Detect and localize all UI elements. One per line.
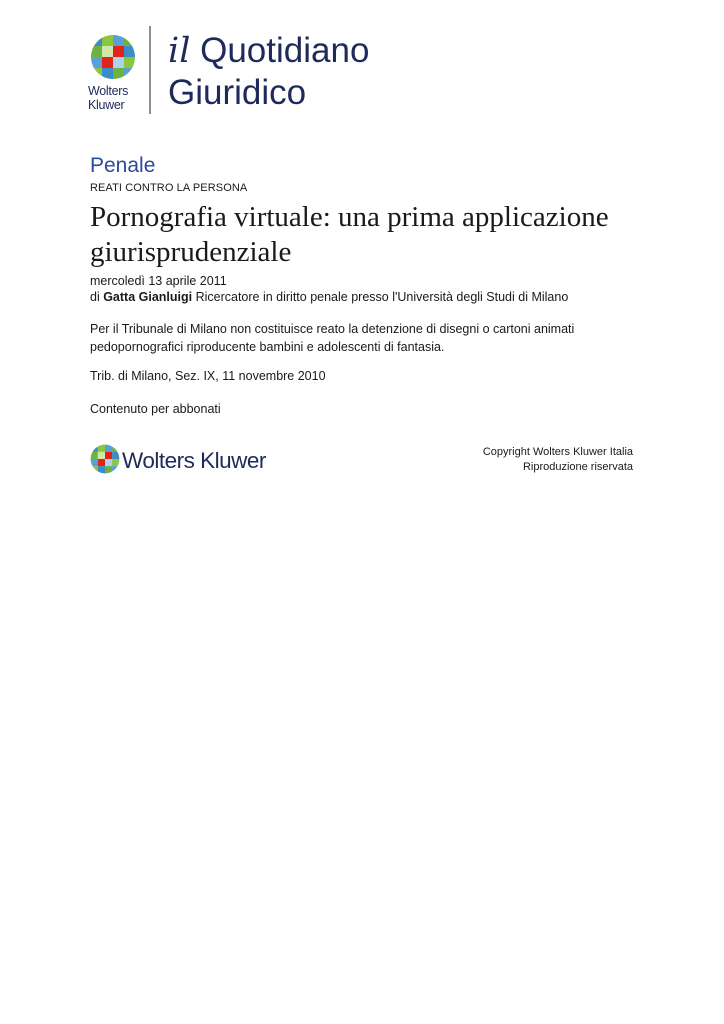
author-name: Gatta Gianluigi <box>103 290 193 304</box>
author-role: Ricercatore in diritto penale presso l'Università degli Studi di Milano <box>192 290 569 304</box>
title-quotidiano: Quotidiano <box>190 31 370 70</box>
copyright-line: Copyright Wolters Kluwer Italia <box>482 446 633 458</box>
byline-prefix: di <box>90 290 104 304</box>
brand-line-1: Wolters <box>88 84 129 98</box>
section-label: Penale <box>90 154 156 177</box>
subscription-note: Contenuto per abbonati <box>90 402 221 416</box>
masthead <box>88 26 418 118</box>
masthead-brand-name <box>88 84 140 112</box>
case-reference: Trib. di Milano, Sez. IX, 11 novembre 2010 <box>90 369 326 383</box>
footer-logo <box>90 444 280 476</box>
masthead-divider <box>149 26 151 114</box>
brand-line-2: Kluwer <box>88 98 125 112</box>
reserved-line: Riproduzione riservata <box>522 461 633 473</box>
footer-brand-name: Wolters Kluwer <box>122 448 266 473</box>
article-lead: Per il Tribunale di Milano non costituisce reato la detenzione di disegni o cartoni animati pedopornografici riproducente bambini e adolescenti di fantasia. <box>90 322 575 354</box>
copyright-notice <box>483 445 633 475</box>
wolters-kluwer-footer-icon <box>90 444 120 474</box>
article-byline <box>90 289 568 305</box>
article-meta <box>90 273 568 305</box>
title-il: il <box>168 31 191 71</box>
wolters-kluwer-logo-icon <box>90 34 136 80</box>
publication-title <box>168 30 369 113</box>
article-headline: Pornografia virtuale: una prima applicazione giurisprudenziale <box>90 201 609 268</box>
subsection-label: REATI CONTRO LA PERSONA <box>90 182 248 194</box>
title-giuridico: Giuridico <box>168 73 307 112</box>
article-date: mercoledì 13 aprile 2011 <box>90 274 227 288</box>
